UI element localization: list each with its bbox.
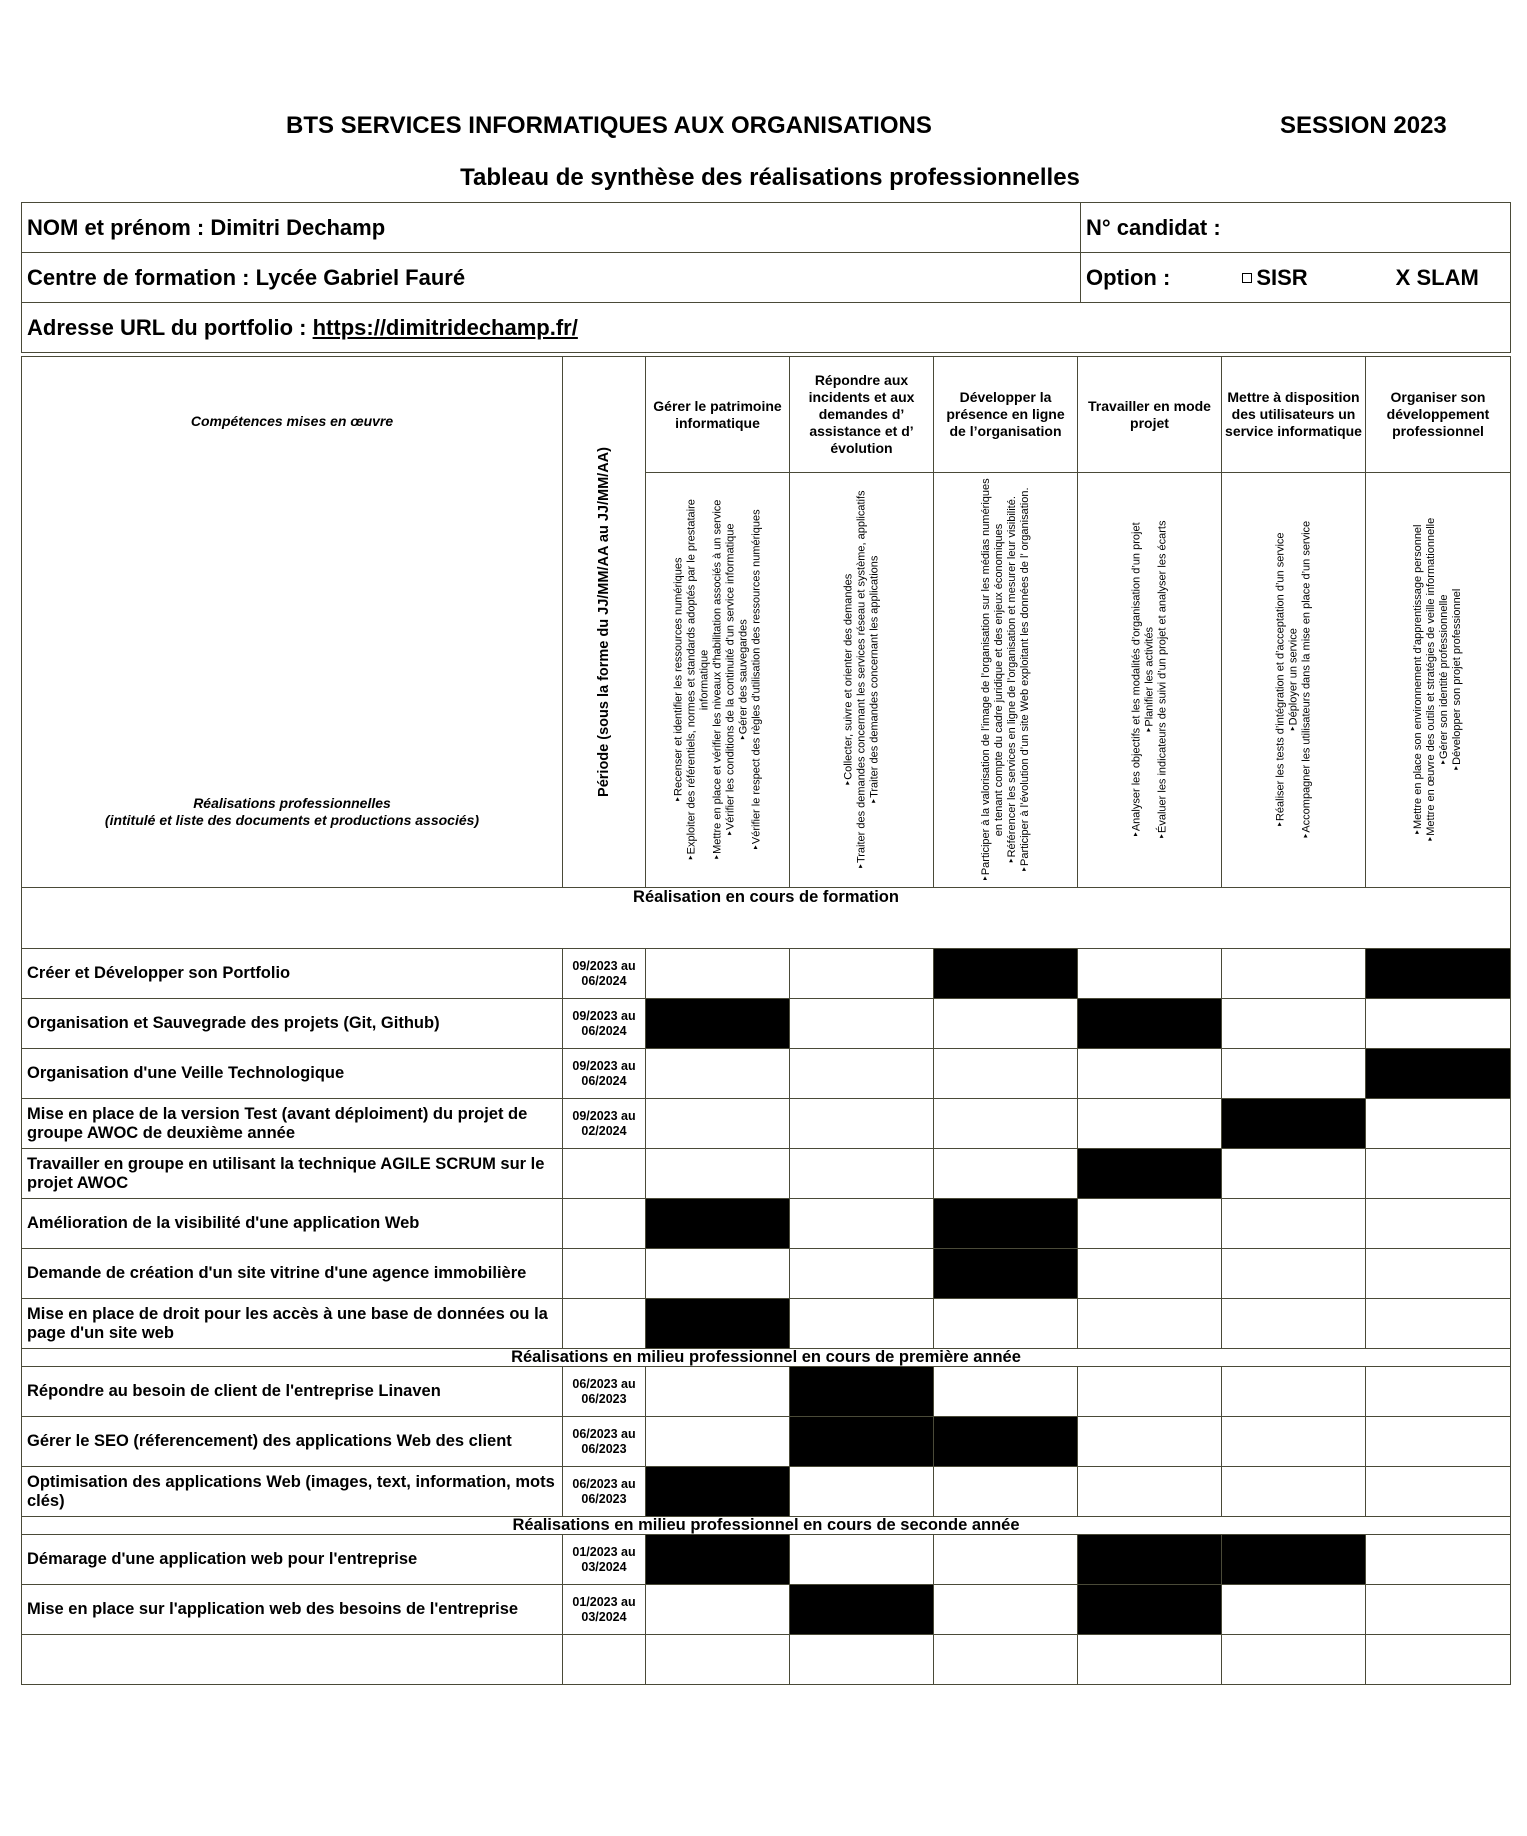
competence-mark-empty — [934, 1635, 1078, 1685]
nom-label: NOM et prénom : — [27, 214, 211, 240]
table-row — [22, 1417, 1511, 1467]
realisation-label: Répondre au besoin de client de l'entreprise Linaven — [22, 1367, 563, 1417]
competence-mark-filled — [1078, 1585, 1222, 1635]
periode-cell — [563, 1635, 646, 1685]
competence-item: ‣Déployer un service — [1287, 628, 1299, 732]
candidate-info-table — [21, 202, 1511, 353]
table-row — [22, 1635, 1511, 1685]
competence-mark-filled — [790, 1585, 934, 1635]
section-title: Réalisations en milieu professionnel en cours de première année — [22, 1349, 1511, 1367]
periode-cell: 09/2023 au 02/2024 — [563, 1099, 646, 1149]
competence-item: ‣Réaliser les tests d’intégration et d’acceptation d’un service — [1274, 532, 1286, 828]
competence-mark-empty — [790, 1199, 934, 1249]
competence-mark-empty — [1078, 1367, 1222, 1417]
competence-mark-empty — [934, 1467, 1078, 1517]
competence-mark-filled — [790, 1417, 934, 1467]
competence-mark-filled — [934, 949, 1078, 999]
table-row — [22, 1199, 1511, 1249]
col-title-5: Mettre à disposition des utilisateurs un service informatique — [1222, 357, 1366, 473]
competence-mark-empty — [934, 1049, 1078, 1099]
periode-header — [563, 357, 646, 888]
competence-mark-empty — [1078, 1467, 1222, 1517]
competence-item: ‣Référencer les services en ligne de l’organisation et mesurer leur visibilité. — [1005, 496, 1018, 864]
competence-item: ‣Analyser les objectifs et les modalités d’organisation d’un projet — [1130, 522, 1142, 838]
competence-item: ‣Collecter, suivre et orienter des demandes — [842, 573, 854, 787]
competence-item: ‣Mettre en place et vérifier les niveaux d'habilitation associés à un service — [711, 499, 723, 861]
realisation-label: Travailler en groupe en utilisant la technique AGILE SCRUM sur le projet AWOC — [22, 1149, 563, 1199]
competence-item: ‣Gérer des sauvegardes — [737, 619, 749, 741]
table-row — [22, 1049, 1511, 1099]
table-row — [22, 1535, 1511, 1585]
competence-item: ‣Évaluer les indicateurs de suivi d’un projet et analyser les écarts — [1156, 520, 1168, 840]
competence-mark-empty — [1366, 1585, 1511, 1635]
col-items-4 — [1078, 473, 1222, 888]
competence-mark-filled — [790, 1367, 934, 1417]
periode-cell — [563, 1299, 646, 1349]
col-title-6: Organiser son développement professionnel — [1366, 357, 1511, 473]
table-row — [22, 1367, 1511, 1417]
competence-mark-filled — [1366, 949, 1511, 999]
realisation-label: Organisation et Sauvegrade des projets (Git, Github) — [22, 999, 563, 1049]
table-row — [22, 949, 1511, 999]
competence-mark-empty — [1366, 1417, 1511, 1467]
competence-mark-empty — [1222, 999, 1366, 1049]
periode-cell: 09/2023 au 06/2024 — [563, 949, 646, 999]
centre-cell — [22, 253, 1081, 303]
competence-items — [1130, 477, 1169, 883]
competence-mark-empty — [646, 1585, 790, 1635]
url-label: Adresse URL du portfolio : — [27, 314, 313, 340]
competence-mark-empty — [934, 1149, 1078, 1199]
table-row — [22, 1149, 1511, 1199]
realisation-label: Mise en place sur l'application web des besoins de l'entreprise — [22, 1585, 563, 1635]
competence-mark-empty — [1078, 1099, 1222, 1149]
competences-header — [22, 357, 563, 888]
realisation-label: Mise en place de la version Test (avant déploiment) du projet de groupe AWOC de deuxième année — [22, 1099, 563, 1149]
document-title: BTS SERVICES INFORMATIQUES AUX ORGANISATIONS — [286, 112, 932, 139]
competence-mark-empty — [934, 1535, 1078, 1585]
competence-mark-filled — [1078, 999, 1222, 1049]
col-title-1: Gérer le patrimoine informatique — [646, 357, 790, 473]
competence-items — [672, 477, 763, 883]
realisations-label-block — [22, 795, 562, 829]
competences-label: Compétences mises en œuvre — [190, 413, 394, 429]
competence-mark-empty — [1366, 1149, 1511, 1199]
competence-mark-empty — [1222, 1049, 1366, 1099]
periode-cell: 06/2023 au 06/2023 — [563, 1367, 646, 1417]
competence-mark-filled — [646, 1299, 790, 1349]
competence-mark-empty — [1222, 1467, 1366, 1517]
competence-mark-empty — [1366, 1635, 1511, 1685]
periode-cell: 09/2023 au 06/2024 — [563, 1049, 646, 1099]
col-title-3: Développer la présence en ligne de l’organisation — [934, 357, 1078, 473]
table-row — [22, 1099, 1511, 1149]
col-title-2: Répondre aux incidents et aux demandes d’ assistance et d’ évolution — [790, 357, 934, 473]
competence-item: ‣Gérer son identité professionnelle — [1438, 594, 1450, 766]
competence-mark-empty — [646, 1099, 790, 1149]
competence-mark-filled — [1222, 1535, 1366, 1585]
competence-mark-empty — [790, 1249, 934, 1299]
document-subtitle: Tableau de synthèse des réalisations professionnelles — [460, 164, 1080, 191]
realisation-label: Demande de création d'un site vitrine d'une agence immobilière — [22, 1249, 563, 1299]
competence-mark-filled — [1078, 1535, 1222, 1585]
competence-mark-empty — [790, 1535, 934, 1585]
realisation-label: Optimisation des applications Web (images, text, information, mots clés) — [22, 1467, 563, 1517]
option-sisr-label: SISR — [1256, 264, 1308, 290]
competence-item: ‣Participer à l’évolution d’un site Web exploitant les données de l’ organisation. — [1018, 487, 1031, 873]
competence-mark-empty — [646, 1367, 790, 1417]
competence-mark-empty — [1222, 949, 1366, 999]
url-cell — [22, 303, 1511, 353]
table-row — [22, 999, 1511, 1049]
periode-cell: 01/2023 au 03/2024 — [563, 1535, 646, 1585]
periode-cell — [563, 1199, 646, 1249]
competence-mark-empty — [1222, 1299, 1366, 1349]
section-header-row — [22, 1349, 1511, 1367]
competence-item: ‣Exploiter des référentiels, normes et standards adoptés par le prestataire informatique — [685, 499, 710, 861]
col-title-4: Travailler en mode projet — [1078, 357, 1222, 473]
competence-mark-empty — [646, 1149, 790, 1199]
competence-mark-empty — [934, 1299, 1078, 1349]
section-title: Réalisation en cours de formation — [22, 888, 1511, 949]
realisation-label: Créer et Développer son Portfolio — [22, 949, 563, 999]
competence-mark-empty — [646, 949, 790, 999]
competence-mark-empty — [934, 1585, 1078, 1635]
competence-mark-empty — [790, 1049, 934, 1099]
section-header-row — [22, 888, 1511, 949]
competence-item: ‣Vérifier le respect des règles d'utilisation des ressources numériques — [750, 509, 762, 851]
col-items-5 — [1222, 473, 1366, 888]
competence-mark-empty — [646, 1249, 790, 1299]
competence-mark-empty — [1078, 1199, 1222, 1249]
competence-mark-empty — [1078, 1299, 1222, 1349]
periode-cell: 06/2023 au 06/2023 — [563, 1467, 646, 1517]
competence-mark-empty — [790, 1149, 934, 1199]
competence-mark-empty — [1366, 1249, 1511, 1299]
competence-mark-filled — [934, 1417, 1078, 1467]
table-row — [22, 1585, 1511, 1635]
competence-item: ‣Mettre en place son environnement d’apprentissage personnel — [1412, 524, 1424, 836]
competence-mark-filled — [934, 1249, 1078, 1299]
periode-cell: 09/2023 au 06/2024 — [563, 999, 646, 1049]
competence-mark-filled — [1222, 1099, 1366, 1149]
competence-item: ‣Traiter des demandes concernant les services réseau et système, applicatifs — [855, 490, 867, 870]
col-items-3 — [934, 473, 1078, 888]
periode-cell: 06/2023 au 06/2023 — [563, 1417, 646, 1467]
competence-mark-empty — [646, 1049, 790, 1099]
table-row — [22, 1299, 1511, 1349]
realisations-sublabel: (intitulé et liste des documents et productions associés) — [104, 812, 480, 828]
competence-mark-empty — [1366, 1299, 1511, 1349]
competence-mark-empty — [1078, 1249, 1222, 1299]
competence-mark-empty — [1222, 1635, 1366, 1685]
periode-label: Période (sous la forme du JJ/MM/AA au JJ/MM/AA) — [596, 447, 612, 797]
periode-cell: 01/2023 au 03/2024 — [563, 1585, 646, 1635]
competence-mark-empty — [1222, 1249, 1366, 1299]
competence-item: ‣Traiter des demandes concernant les applications — [868, 555, 880, 805]
competence-item: ‣Recenser et identifier les ressources numériques — [672, 557, 684, 803]
col-items-6 — [1366, 473, 1511, 888]
competence-mark-empty — [790, 949, 934, 999]
competence-mark-empty — [1366, 1467, 1511, 1517]
competence-items — [980, 477, 1032, 883]
competence-mark-filled — [646, 1199, 790, 1249]
competence-mark-empty — [790, 1635, 934, 1685]
competence-mark-empty — [1366, 1535, 1511, 1585]
competence-mark-filled — [646, 999, 790, 1049]
candidat-cell — [1081, 203, 1511, 253]
competence-mark-empty — [790, 999, 934, 1049]
candidat-label: N° candidat : — [1086, 214, 1221, 240]
competence-item: ‣Développer son projet professionnel — [1451, 588, 1463, 772]
option-label: Option : — [1086, 264, 1171, 290]
competence-mark-empty — [1366, 999, 1511, 1049]
realisation-label: Amélioration de la visibilité d'une application Web — [22, 1199, 563, 1249]
competence-mark-empty — [1222, 1585, 1366, 1635]
competence-mark-empty — [790, 1467, 934, 1517]
competence-item: ‣Accompagner les utilisateurs dans la mise en place d’un service — [1300, 520, 1312, 840]
option-slam[interactable]: X SLAM — [1395, 264, 1479, 290]
checkbox-icon — [1242, 273, 1252, 283]
nom-value: Dimitri Dechamp — [210, 214, 386, 240]
competence-mark-empty — [1366, 1199, 1511, 1249]
competence-item: ‣Participer à la valorisation de l’image de l’organisation sur les médias numériques en tenant compte du cadre juridique et des enjeux économiques — [979, 478, 1005, 882]
realisation-label: Démarage d'une application web pour l'entreprise — [22, 1535, 563, 1585]
competence-mark-empty — [934, 1367, 1078, 1417]
table-row — [22, 1467, 1511, 1517]
col-items-1 — [646, 473, 790, 888]
col-items-2 — [790, 473, 934, 888]
option-cell — [1081, 253, 1511, 303]
table-row — [22, 1249, 1511, 1299]
periode-cell — [563, 1149, 646, 1199]
realisation-label — [22, 1635, 563, 1685]
competence-mark-empty — [934, 999, 1078, 1049]
competence-mark-filled — [1078, 1149, 1222, 1199]
competence-mark-empty — [646, 1417, 790, 1467]
competence-mark-empty — [1078, 1417, 1222, 1467]
competence-mark-empty — [1078, 949, 1222, 999]
competence-mark-filled — [934, 1199, 1078, 1249]
competence-mark-empty — [1222, 1199, 1366, 1249]
competence-mark-empty — [790, 1299, 934, 1349]
section-header-row — [22, 1517, 1511, 1535]
competence-mark-empty — [1078, 1635, 1222, 1685]
competence-mark-filled — [646, 1535, 790, 1585]
realisation-label: Organisation d'une Veille Technologique — [22, 1049, 563, 1099]
centre-label: Centre de formation : — [27, 264, 256, 290]
competence-mark-empty — [1222, 1417, 1366, 1467]
realisation-label: Gérer le SEO (réferencement) des applications Web des client — [22, 1417, 563, 1467]
realisations-label: Réalisations professionnelles — [193, 795, 391, 811]
session-label: SESSION 2023 — [1280, 112, 1447, 139]
competence-item: ‣Planifier les activités — [1143, 626, 1155, 734]
realisation-label: Mise en place de droit pour les accès à une base de données ou la page d'un site web — [22, 1299, 563, 1349]
competence-items — [1412, 477, 1464, 883]
portfolio-link[interactable]: https://dimitridechamp.fr/ — [312, 314, 578, 340]
competence-mark-empty — [1366, 1099, 1511, 1149]
competence-mark-empty — [1366, 1367, 1511, 1417]
competence-mark-empty — [934, 1099, 1078, 1149]
realisations-grid — [21, 356, 1511, 1685]
competence-item: ‣Vérifier les conditions de la continuité d'un service informatique — [724, 523, 736, 837]
competence-mark-empty — [1222, 1367, 1366, 1417]
competence-items — [842, 477, 881, 883]
nom-cell — [22, 203, 1081, 253]
periode-cell — [563, 1249, 646, 1299]
option-sisr[interactable] — [1242, 265, 1307, 291]
competence-item: ‣Mettre en œuvre des outils et stratégies de veille informationnelle — [1425, 517, 1437, 843]
competence-mark-empty — [646, 1635, 790, 1685]
competence-mark-empty — [790, 1099, 934, 1149]
section-title: Réalisations en milieu professionnel en cours de seconde année — [22, 1517, 1511, 1535]
competence-mark-filled — [1366, 1049, 1511, 1099]
competence-mark-filled — [646, 1467, 790, 1517]
competence-items — [1274, 477, 1313, 883]
centre-value: Lycée Gabriel Fauré — [255, 264, 466, 290]
competence-mark-empty — [1078, 1049, 1222, 1099]
competence-mark-empty — [1222, 1149, 1366, 1199]
